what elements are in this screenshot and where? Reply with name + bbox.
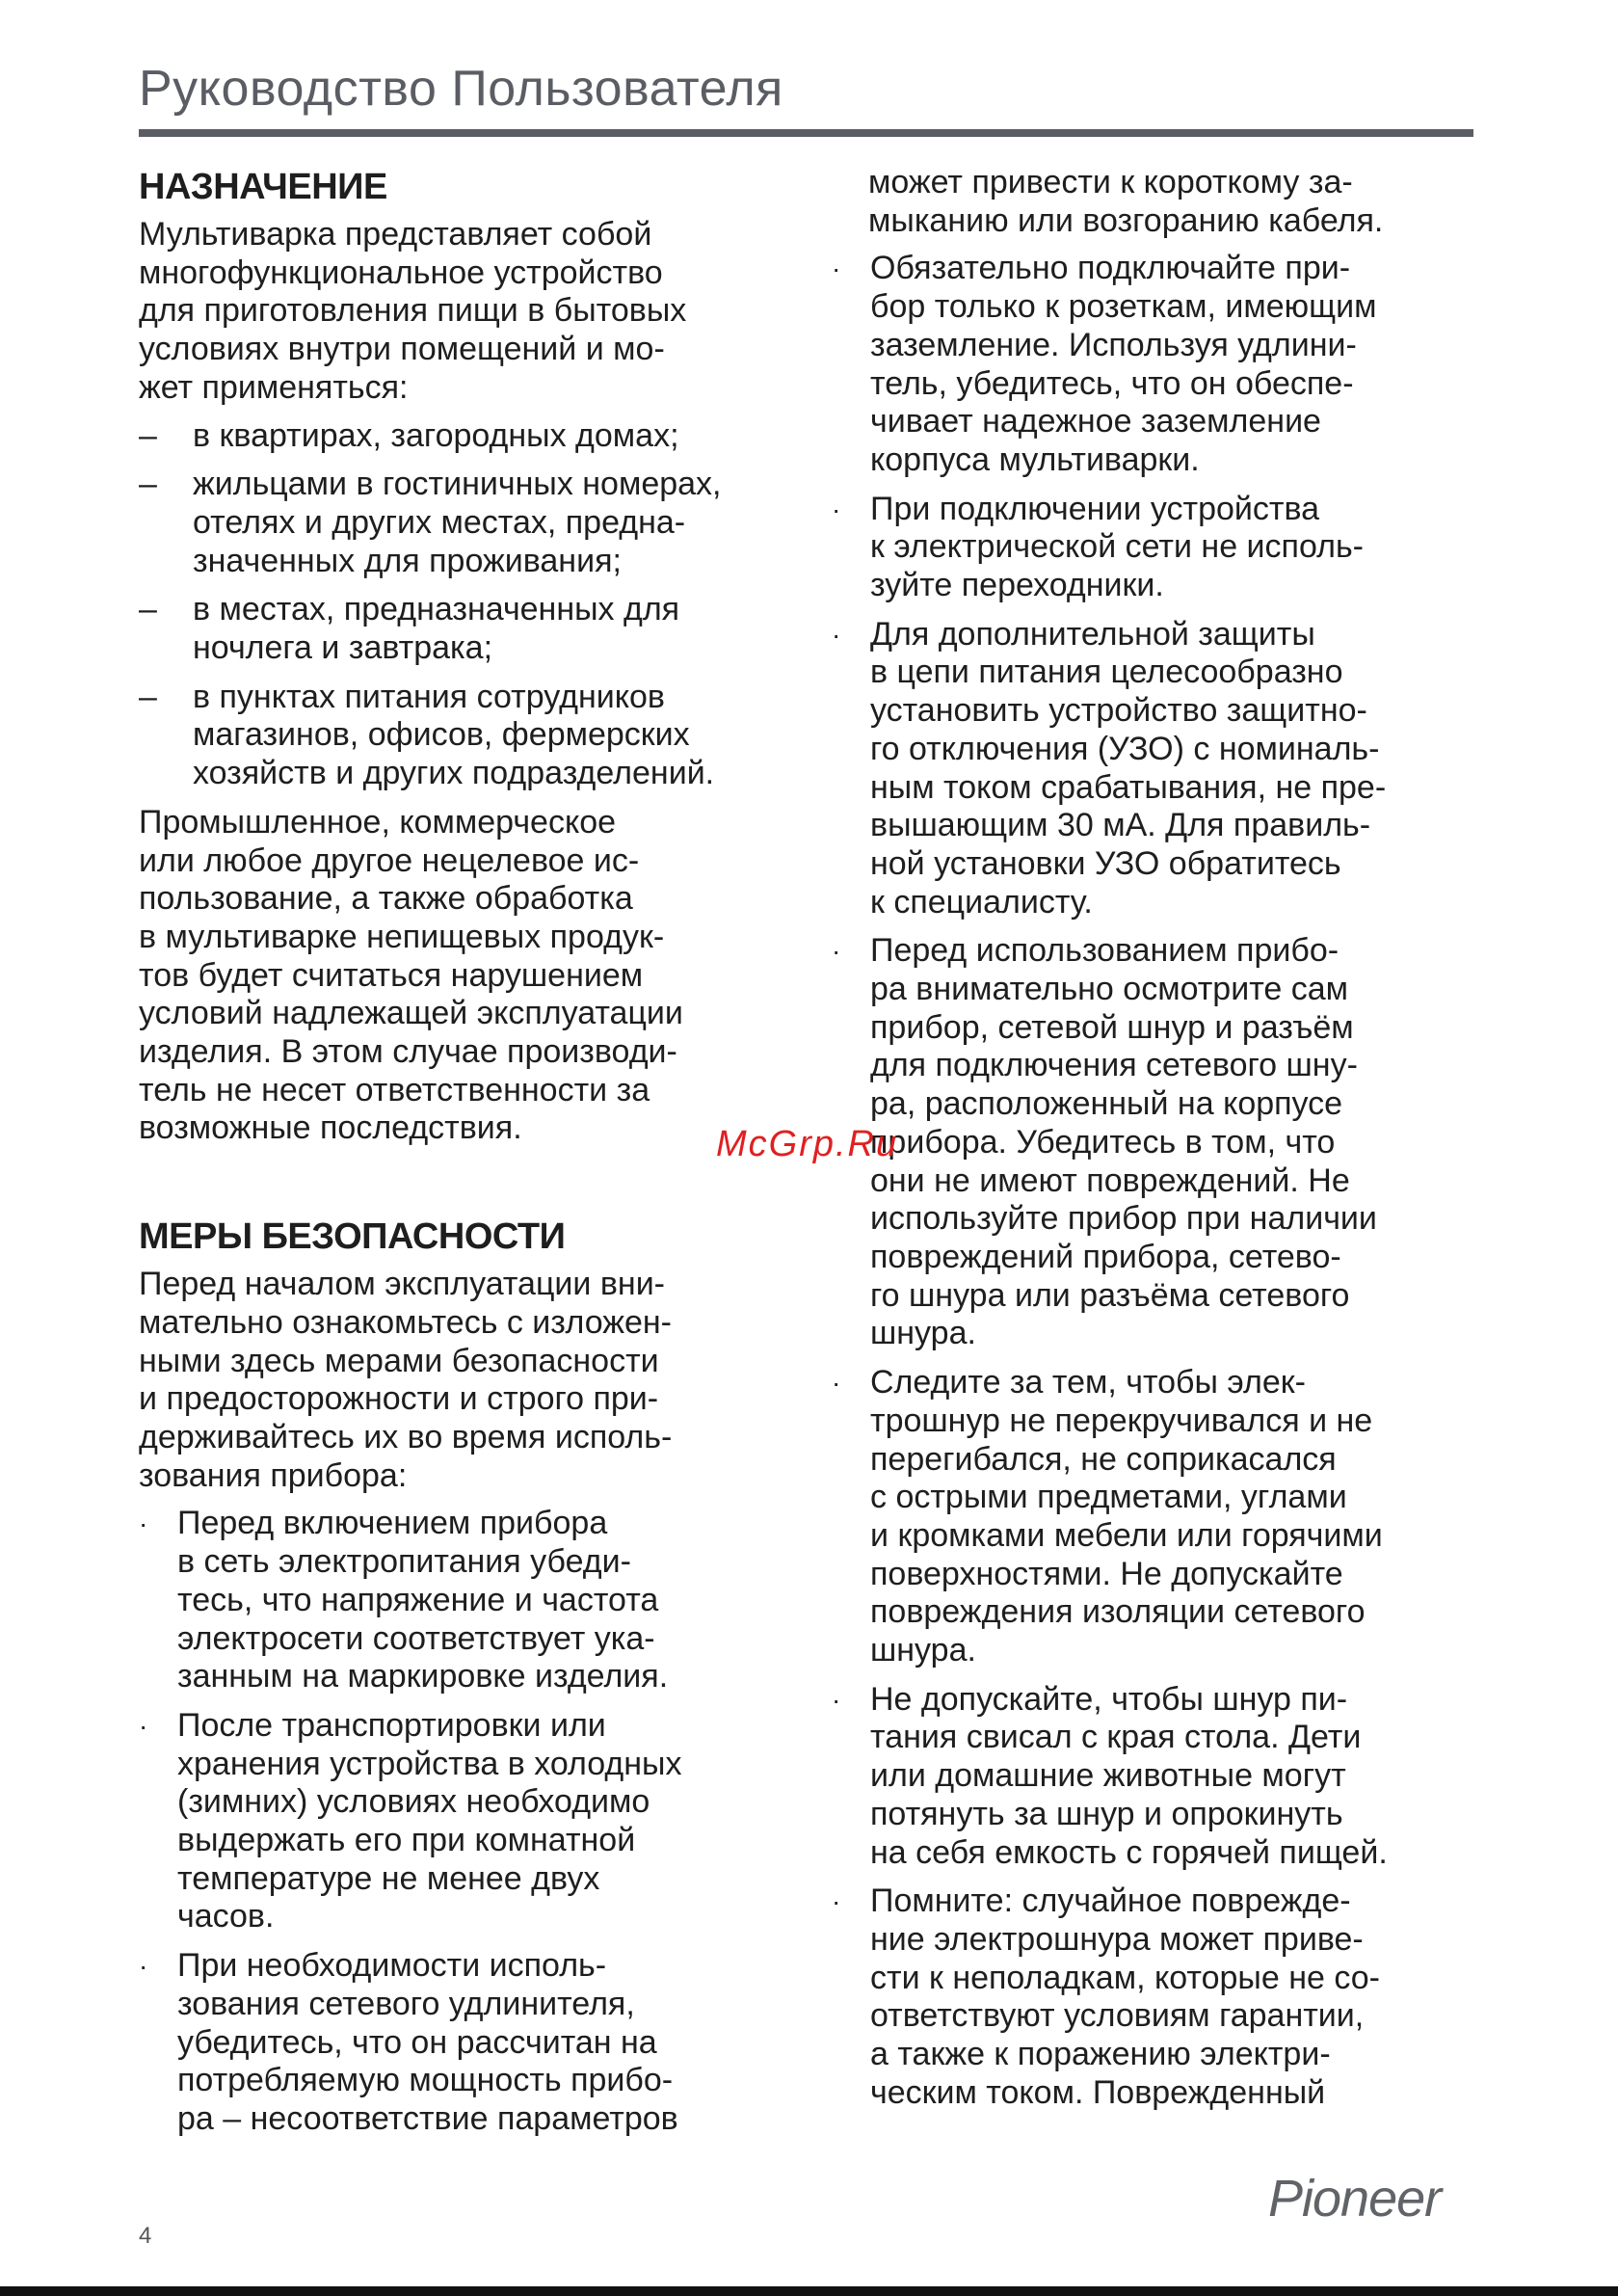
text-line: заземление. Используя удлини-	[870, 326, 1357, 363]
bullet-marker-icon: ·	[832, 619, 841, 650]
bullet-marker-icon: –	[139, 678, 157, 715]
list-item-text	[870, 491, 1364, 603]
list-item	[832, 1364, 1487, 1670]
text-line: к специалисту.	[870, 883, 1093, 921]
bullet-marker-icon: ·	[139, 1710, 148, 1741]
text-line: потянуть за шнур и опрокинуть	[870, 1795, 1343, 1832]
text-line: поверхностями. Не допускайте	[870, 1555, 1343, 1592]
list-item	[139, 1707, 794, 1936]
list-item	[139, 466, 794, 580]
text-line: тания свисал с края стола. Дети	[870, 1719, 1362, 1756]
section-heading-safety: МЕРЫ БЕЗОПАСНОСТИ	[139, 1216, 566, 1258]
left-column	[139, 164, 794, 2149]
text-line: они не имеют повреждений. Не	[870, 1161, 1350, 1199]
text-line: прибор, сетевой шнур и разъём	[870, 1008, 1354, 1046]
text-line: Промышленное, коммерческое	[139, 803, 617, 841]
text-line: магазинов, офисов, фермерских	[193, 716, 690, 754]
list-item-text	[193, 679, 714, 791]
text-line: го отключения (УЗО) с номиналь-	[870, 730, 1380, 767]
text-line: хранения устройства в холодных	[177, 1745, 682, 1782]
bullet-marker-icon: ·	[139, 1951, 148, 1982]
bullet-marker-icon: –	[139, 416, 157, 454]
list-item	[832, 616, 1487, 922]
text-line: а также к поражению электри-	[870, 2036, 1331, 2073]
text-line: прибора. Убедитесь в том, что	[870, 1123, 1336, 1161]
text-line: в цепи питания целесообразно	[870, 654, 1343, 691]
text-line: отелях и других местах, предна-	[193, 503, 686, 541]
list-item-text	[870, 1364, 1383, 1669]
text-line: жет применяться:	[139, 368, 409, 406]
brand-logo: Pioneer	[1268, 2170, 1442, 2228]
list-item	[139, 1505, 794, 1696]
bullet-marker-icon: ·	[832, 494, 841, 524]
list-item	[139, 679, 794, 793]
text-line: часов.	[177, 1898, 275, 1936]
text-line: держивайтесь их во время исполь-	[139, 1418, 673, 1455]
text-line: или любое другое нецелевое ис-	[139, 841, 640, 879]
text-line: установить устройство защитно-	[870, 692, 1367, 730]
list-item-text	[870, 1882, 1380, 2111]
text-line: зуйте переходники.	[870, 567, 1164, 604]
list-item-text	[193, 417, 679, 454]
text-line: ным током срабатывания, не пре-	[870, 768, 1387, 806]
text-line: ответствуют условиям гарантии,	[870, 1997, 1365, 2035]
text-line: в квартирах, загородных домах;	[193, 416, 679, 454]
bullet-marker-icon: ·	[832, 1684, 841, 1715]
text-line: с острыми предметами, углами	[870, 1479, 1347, 1516]
text-line: и предосторожности и строго при-	[139, 1380, 659, 1418]
text-line: электросети соответствует ука-	[177, 1619, 655, 1657]
text-line: ра, расположенный на корпусе	[870, 1085, 1343, 1123]
header-divider	[139, 129, 1473, 137]
text-line: температуре не менее двух	[177, 1859, 600, 1897]
list-item	[139, 417, 794, 456]
bullet-marker-icon: ·	[832, 936, 841, 967]
text-line: мыканию или возгоранию кабеля.	[868, 201, 1384, 239]
text-line: После транспортировки или	[177, 1706, 606, 1744]
text-line: Перед началом эксплуатации вни-	[139, 1266, 666, 1303]
text-line: зования прибора:	[139, 1456, 408, 1494]
list-item	[832, 1681, 1487, 1873]
list-item-text	[177, 1947, 678, 2137]
text-line: условий надлежащей эксплуатации	[139, 995, 683, 1032]
text-line: ной установки УЗО обратитесь	[870, 844, 1341, 882]
text-line: тель не несет ответственности за	[139, 1071, 650, 1108]
text-line: Мультиварка представляет собой	[139, 216, 652, 253]
text-line: чивает надежное заземление	[870, 403, 1321, 441]
text-line: повреждений прибора, сетево-	[870, 1238, 1341, 1275]
safety-continuation	[832, 164, 1487, 240]
text-line: шнура.	[870, 1632, 976, 1669]
text-line: повреждения изоляции сетевого	[870, 1593, 1366, 1631]
text-line: убедитесь, что он рассчитан на	[177, 2023, 657, 2061]
text-line: ние электрошнура может приве-	[870, 1920, 1364, 1958]
text-line: ными здесь мерами безопасности	[139, 1342, 659, 1379]
text-line: для приготовления пищи в бытовых	[139, 292, 687, 330]
list-item	[832, 250, 1487, 479]
bottom-edge	[0, 2286, 1618, 2296]
text-line: тель, убедитесь, что он обеспе-	[870, 364, 1354, 402]
text-line: зования сетевого удлинителя,	[177, 1985, 635, 2022]
text-line: трошнур не перекручивался и не	[870, 1402, 1373, 1439]
text-line: ра внимательно осмотрите сам	[870, 971, 1349, 1008]
bullet-marker-icon: ·	[832, 254, 841, 284]
text-line: и кромками мебели или горячими	[870, 1516, 1383, 1554]
text-line: для подключения сетевого шну-	[870, 1047, 1358, 1084]
list-item-text	[177, 1505, 668, 1695]
safety-list-right	[832, 250, 1487, 2112]
text-line: условиях внутри помещений и мо-	[139, 331, 665, 368]
text-line: Перед включением прибора	[177, 1505, 608, 1542]
bullet-marker-icon: –	[139, 466, 157, 503]
list-item-text	[870, 1681, 1388, 1871]
text-line: тесь, что напряжение и частота	[177, 1581, 659, 1618]
text-line: Не допускайте, чтобы шнур пи-	[870, 1680, 1348, 1718]
purpose-outro	[139, 804, 794, 1148]
text-line: шнура.	[870, 1315, 976, 1352]
text-line: мательно ознакомьтесь с изложен-	[139, 1303, 672, 1341]
text-line: сти к неполадкам, которые не со-	[870, 1959, 1380, 1996]
list-item	[139, 591, 794, 667]
text-line: в местах, предназначенных для	[193, 591, 680, 628]
text-line: Для дополнительной защиты	[870, 615, 1315, 653]
text-line: ра – несоответствие параметров	[177, 2099, 678, 2137]
purpose-intro	[139, 216, 794, 408]
text-line: бор только к розеткам, имеющим	[870, 288, 1377, 326]
page-number: 4	[139, 2223, 152, 2249]
purpose-list	[139, 417, 794, 793]
text-line: значенных для проживания;	[193, 542, 622, 579]
text-line: выдержать его при комнатной	[177, 1822, 636, 1859]
list-item-text	[870, 616, 1386, 921]
text-line: Обязательно подключайте при-	[870, 250, 1351, 287]
list-item-text	[870, 932, 1377, 1351]
safety-list-left	[139, 1505, 794, 2138]
list-item-text	[177, 1707, 681, 1936]
text-line: Перед использованием прибо-	[870, 932, 1339, 970]
text-line: При подключении устройства	[870, 490, 1320, 527]
text-line: может привести к короткому за-	[868, 164, 1353, 200]
text-line: перегибался, не соприкасался	[870, 1440, 1337, 1478]
text-line: жильцами в гостиничных номерах,	[193, 466, 722, 503]
list-item	[832, 491, 1487, 605]
text-line: в пунктах питания сотрудников	[193, 678, 665, 715]
text-line: потребляемую мощность прибо-	[177, 2062, 674, 2099]
section-heading-purpose: НАЗНАЧЕНИЕ	[139, 167, 387, 207]
watermark: McGrp.Ru	[716, 1124, 899, 1164]
text-line: го шнура или разъёма сетевого	[870, 1276, 1350, 1314]
text-line: ночлега и завтрака;	[193, 629, 493, 667]
text-line: Помните: случайное поврежде-	[870, 1882, 1351, 1920]
text-line: корпуса мультиварки.	[870, 441, 1200, 478]
text-line: к электрической сети не исполь-	[870, 528, 1364, 566]
list-item-text	[193, 466, 722, 578]
bullet-marker-icon: ·	[832, 1368, 841, 1399]
text-line: При необходимости исполь-	[177, 1947, 607, 1985]
right-column	[832, 164, 1487, 2122]
text-line: на себя емкость с горячей пищей.	[870, 1833, 1388, 1871]
text-line: многофункциональное устройство	[139, 254, 663, 291]
text-line: (зимних) условиях необходимо	[177, 1783, 650, 1821]
text-line: возможные последствия.	[139, 1109, 522, 1147]
text-line: или домашние животные могут	[870, 1757, 1346, 1795]
safety-intro	[139, 1266, 794, 1495]
text-line: используйте прибор при наличии	[870, 1200, 1377, 1238]
text-line: тов будет считаться нарушением	[139, 956, 644, 994]
bullet-marker-icon: –	[139, 591, 157, 628]
text-line: в мультиварке непищевых продук-	[139, 918, 665, 955]
text-line: Следите за тем, чтобы элек-	[870, 1364, 1306, 1402]
list-item-text	[870, 250, 1377, 478]
list-item	[832, 932, 1487, 1353]
list-item-text	[193, 591, 679, 666]
text-line: хозяйств и других подразделений.	[193, 755, 715, 792]
text-line: ческим током. Поврежденный	[870, 2073, 1326, 2111]
text-line: занным на маркировке изделия.	[177, 1658, 669, 1695]
bullet-marker-icon: ·	[139, 1508, 148, 1539]
page-title: Руководство Пользователя	[139, 61, 783, 117]
text-line: пользование, а также обработка	[139, 880, 633, 918]
text-line: изделия. В этом случае производи-	[139, 1033, 677, 1071]
list-item	[139, 1947, 794, 2139]
bullet-marker-icon: ·	[832, 1886, 841, 1917]
text-line: вышающим 30 мА. Для правиль-	[870, 807, 1371, 844]
list-item	[832, 1882, 1487, 2112]
text-line: в сеть электропитания убеди-	[177, 1543, 631, 1581]
